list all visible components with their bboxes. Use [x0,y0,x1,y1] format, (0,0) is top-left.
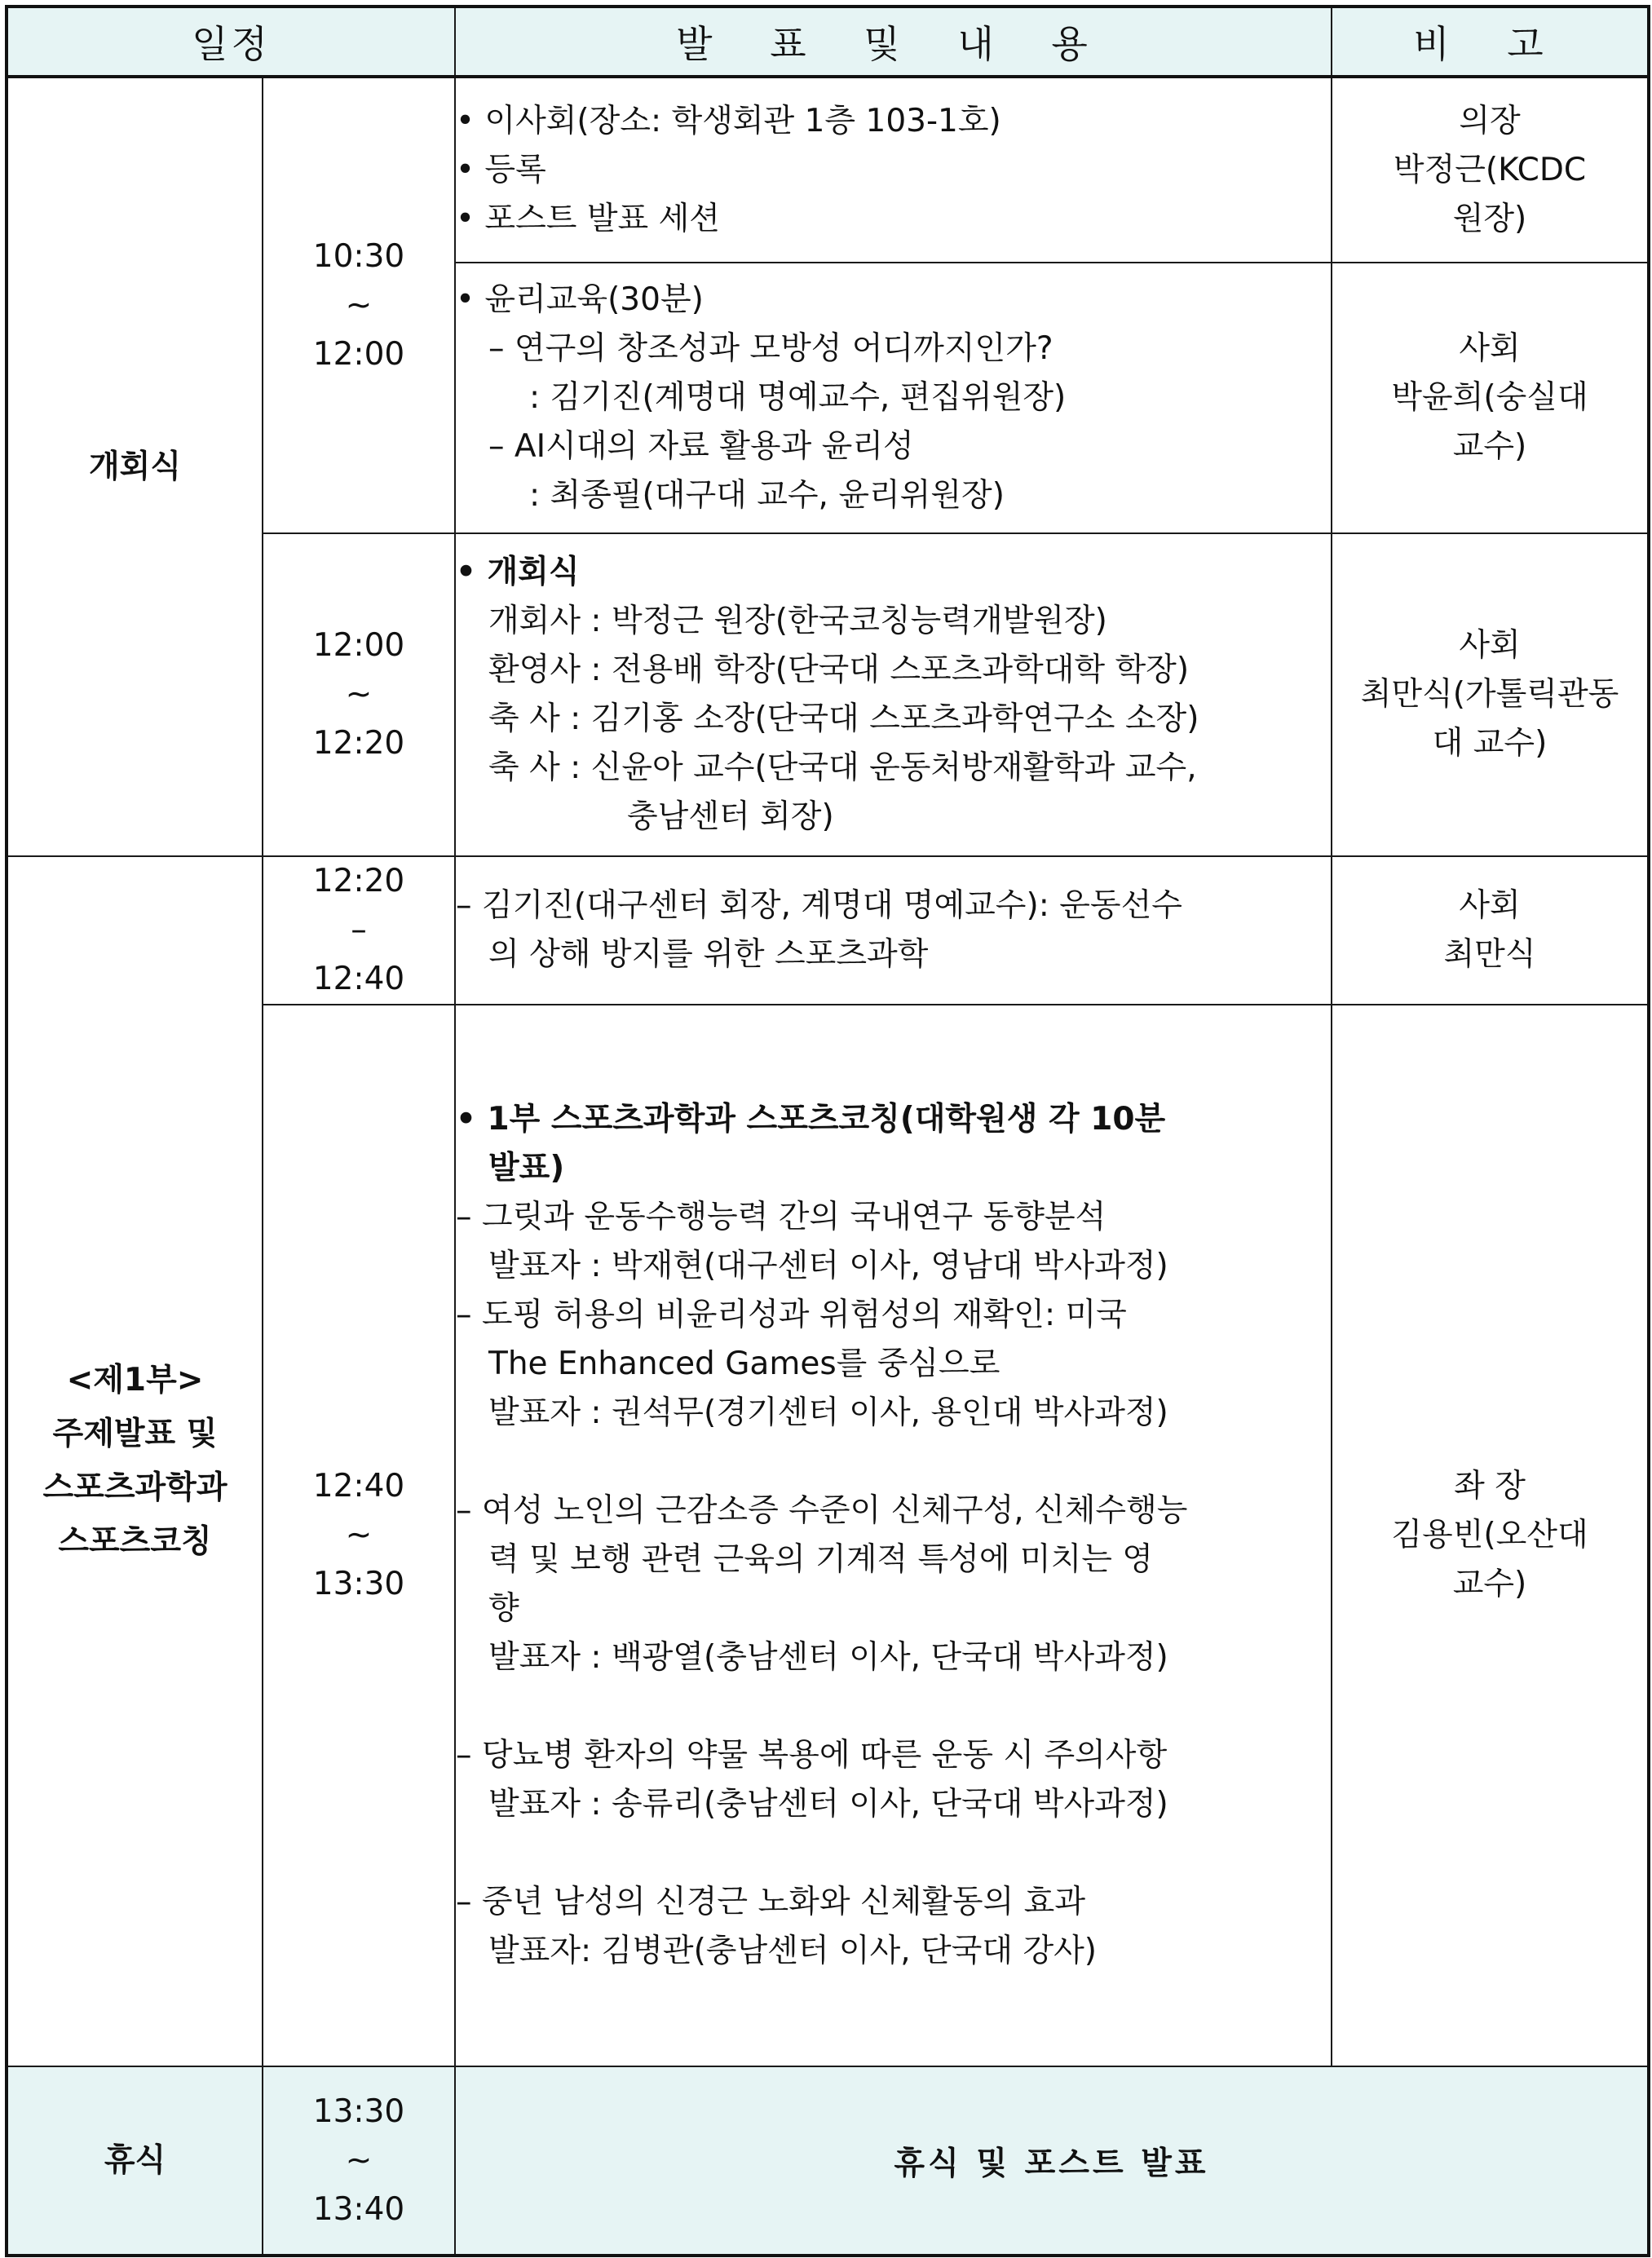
break-text: 휴식 및 포스트 발표 [455,2066,1649,2256]
time-cell: 10:30 ~ 12:00 [263,77,455,533]
table-row [7,856,1649,1005]
time-cell: 12:20 – 12:40 [263,856,455,1005]
content-cell: • 윤리교육(30분) – 연구의 창조성과 모방성 어디까지인가? : 김기진(계명대 명예교수, 편집위원장) – AI시대의 자료 활용과 윤리성 : 최종필(대구대 교수, 윤리위원장) [455,263,1332,533]
header-content: 발 표 및 내 용 [455,7,1332,77]
header-schedule: 일정 [7,7,455,77]
content-cell: – 김기진(대구센터 회장, 계명대 명예교수): 운동선수 의 상해 방지를 위한 스포츠과학 [455,856,1332,1005]
time-cell: 13:30 ~ 13:40 [263,2066,455,2256]
note-cell: 사회 최만식 [1332,856,1649,1005]
schedule-table [5,5,1650,2257]
table-row [7,2066,1649,2256]
header-note: 비 고 [1332,7,1649,77]
content-cell: • 개회식 개회사 : 박정근 원장(한국코칭능력개발원장) 환영사 : 전용배 학장(단국대 스포츠과학대학 학장) 축 사 : 김기홍 소장(단국대 스포츠과학연구소 소장) 축 사 : 신윤아 교수(단국대 운동처방재활학과 교수, 충남센터 회장) [455,533,1332,856]
content-cell: • 1부 스포츠과학과 스포츠코칭(대학원생 각 10분 발표) – 그릿과 운동수행능력 간의 국내연구 동향분석 발표자 : 박재현(대구센터 이사, 영남대 박사과정) – 도핑 허용의 비윤리성과 위험성의 재확인: 미국 The Enhanced Games를 중심으로 발표자 : 권석무(경기센터 이사, 용인대 박사과정) – 여성 노인의 근감소증 수준이 신체구성, 신체수행능 력 및 보행 관련 근육의 기계적 특성에 미치는 영 향 발표자 : 백광열(충남센터 이사, 단국대 박사과정) – 당뇨병 환자의 약물 복용에 따른 운동 시 주의사항 발표자 : 송류리(충남센터 이사, 단국대 박사과정) – 중년 남성의 신경근 노화와 신체활동의 효과 발표자: 김병관(충남센터 이사, 단국대 강사) [455,1005,1332,2066]
section-break: 휴식 [7,2066,263,2256]
note-cell: 사회 박윤희(숭실대 교수) [1332,263,1649,533]
time-cell: 12:00 ~ 12:20 [263,533,455,856]
note-cell: 의장 박정근(KCDC 원장) [1332,77,1649,263]
header-row [7,7,1649,77]
table-row [7,77,1649,263]
time-cell: 12:40 ~ 13:30 [263,1005,455,2066]
note-cell: 좌 장 김용빈(오산대 교수) [1332,1005,1649,2066]
section-part1: <제1부> 주제발표 및 스포츠과학과 스포츠코칭 [7,856,263,2066]
section-opening: 개회식 [7,77,263,856]
content-cell: • 이사회(장소: 학생회관 1층 103-1호) • 등록 • 포스트 발표 세션 [455,77,1332,263]
note-cell: 사회 최만식(가톨릭관동 대 교수) [1332,533,1649,856]
